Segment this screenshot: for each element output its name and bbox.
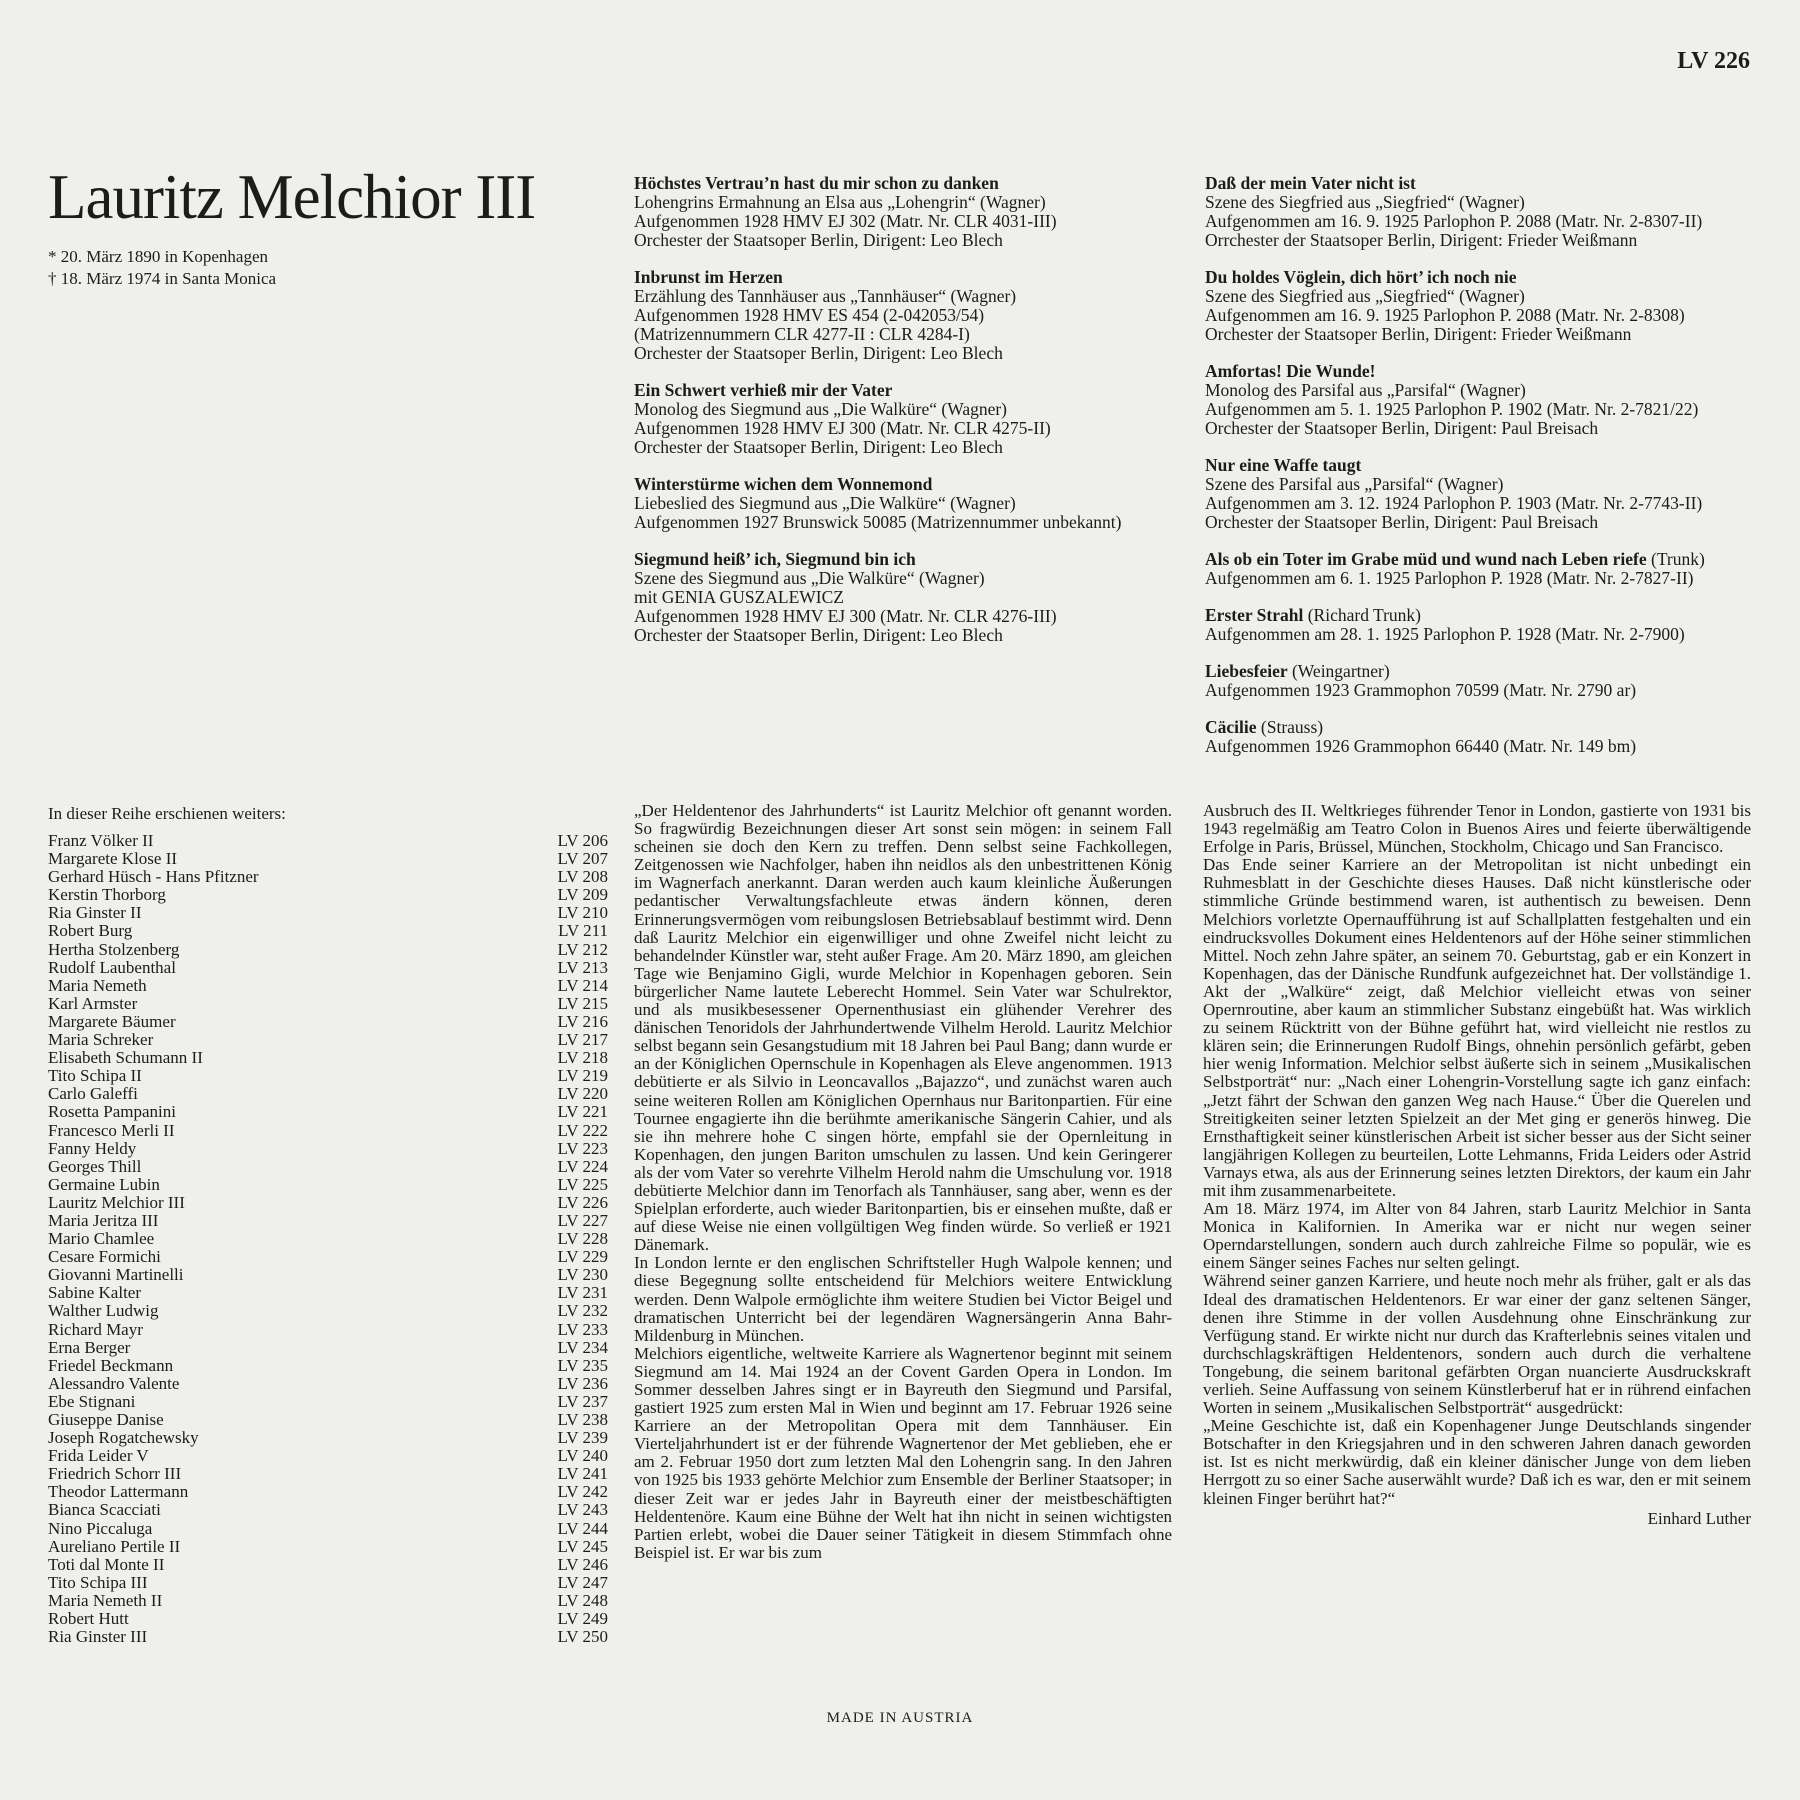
track-detail-line: Monolog des Parsifal aus „Parsifal“ (Wagner) bbox=[1205, 380, 1526, 400]
series-item bbox=[48, 1302, 608, 1320]
series-artist: Richard Mayr bbox=[48, 1319, 143, 1339]
series-artist: Erna Berger bbox=[48, 1337, 131, 1357]
track-entry bbox=[634, 381, 1164, 457]
track-heading bbox=[634, 268, 1164, 287]
series-catalog-number: LV 228 bbox=[557, 1229, 608, 1249]
series-item bbox=[48, 1465, 608, 1483]
track-entry bbox=[634, 550, 1164, 645]
track-detail-line: Orchester der Staatsoper Berlin, Dirigent: Leo Blech bbox=[634, 230, 1003, 250]
series-item bbox=[48, 1393, 608, 1411]
track-composer: (Strauss) bbox=[1256, 717, 1324, 737]
series-catalog-number: LV 242 bbox=[557, 1482, 608, 1502]
series-catalog-number: LV 223 bbox=[557, 1138, 608, 1158]
track-entry bbox=[1205, 550, 1765, 588]
track-title: Nur eine Waffe taugt bbox=[1205, 455, 1362, 475]
track-entry bbox=[634, 268, 1164, 363]
series-item bbox=[48, 1447, 608, 1465]
series-artist: Ria Ginster II bbox=[48, 903, 142, 923]
track-entry bbox=[1205, 606, 1765, 644]
series-artist: Maria Schreker bbox=[48, 1030, 154, 1050]
track-entry bbox=[1205, 174, 1765, 250]
series-catalog-number: LV 249 bbox=[557, 1609, 608, 1629]
track-title: Ein Schwert verhieß mir der Vater bbox=[634, 380, 893, 400]
series-item bbox=[48, 977, 608, 995]
track-composer: (Weingartner) bbox=[1287, 661, 1390, 681]
track-detail-line: Orchester der Staatsoper Berlin, Dirigent: Leo Blech bbox=[634, 625, 1003, 645]
track-title: Als ob ein Toter im Grabe müd und wund nach Leben riefe bbox=[1205, 549, 1647, 569]
track-detail-line: Szene des Siegfried aus „Siegfried“ (Wagner) bbox=[1205, 192, 1525, 212]
series-item bbox=[48, 1321, 608, 1339]
series-artist: Mario Chamlee bbox=[48, 1229, 155, 1249]
series-artist: Karl Armster bbox=[48, 993, 138, 1013]
track-detail-line: Aufgenommen am 28. 1. 1925 Parlophon P. 1928 (Matr. Nr. 2-7900) bbox=[1205, 624, 1685, 644]
series-artist: Maria Nemeth II bbox=[48, 1590, 163, 1610]
series-catalog-number: LV 234 bbox=[557, 1337, 608, 1357]
series-catalog-number: LV 224 bbox=[557, 1156, 608, 1176]
track-detail-line: mit GENIA GUSZALEWICZ bbox=[634, 587, 844, 607]
series-item bbox=[48, 1031, 608, 1049]
track-detail-line: Orchester der Staatsoper Berlin, Dirigent: Leo Blech bbox=[634, 437, 1003, 457]
track-detail-line: Szene des Parsifal aus „Parsifal“ (Wagner) bbox=[1205, 474, 1504, 494]
track-title: Höchstes Vertrau’n hast du mir schon zu danken bbox=[634, 173, 999, 193]
track-detail-line: Szene des Siegmund aus „Die Walküre“ (Wagner) bbox=[634, 568, 985, 588]
series-list bbox=[48, 832, 608, 1646]
series-artist: Germaine Lubin bbox=[48, 1174, 160, 1194]
series-catalog-number: LV 218 bbox=[557, 1048, 608, 1068]
series-item bbox=[48, 1628, 608, 1646]
track-detail-line: Aufgenommen 1928 HMV EJ 300 (Matr. Nr. CLR 4275-II) bbox=[634, 418, 1051, 438]
series-item bbox=[48, 1592, 608, 1610]
track-entry bbox=[1205, 662, 1765, 700]
series-item bbox=[48, 1429, 608, 1447]
series-catalog-number: LV 238 bbox=[557, 1410, 608, 1429]
track-heading bbox=[1205, 718, 1765, 737]
series-artist: Franz Völker II bbox=[48, 831, 154, 850]
series-item bbox=[48, 1085, 608, 1103]
series-artist: Francesco Merli II bbox=[48, 1120, 175, 1140]
title-block bbox=[48, 160, 608, 290]
track-composer: (Richard Trunk) bbox=[1303, 605, 1421, 625]
series-artist: Elisabeth Schumann II bbox=[48, 1048, 203, 1068]
series-artist: Friedrich Schorr III bbox=[48, 1464, 182, 1484]
series-artist: Ria Ginster III bbox=[48, 1627, 148, 1647]
track-list-left bbox=[634, 174, 1164, 663]
series-artist: Robert Burg bbox=[48, 921, 133, 941]
series-item bbox=[48, 1375, 608, 1393]
series-catalog-number: LV 219 bbox=[557, 1066, 608, 1086]
essay-paragraph: Das Ende seiner Karriere an der Metropolitan ist nicht unbedingt ein Ruhmesblatt in der Geschichte dieses Hauses. Daß nicht künstlerische oder stimmliche Gründe bestimmend waren, ist authentisch zu beweisen. Denn Melchiors vorletzte Opernaufführung ist auf Schallplatten festgehalten und ein eindrucksvolles Dokument eines Heldentenors auf der Höhe seiner stimmlichen Mittel. Noch zehn Jahre später, an seinem 70. Geburtstag, gab er ein Konzert in Kopenhagen, das der Dänische Rundfunk aufgezeichnet hat. Der vollständige 1. Akt der „Walküre“ zeigt, daß Melchior vielleicht etwas von seiner Opernroutine, aber kaum an stimmlicher Substanz eingebüßt hat. Was wirklich zu seinem Rücktritt von der Bühne geführt hat, wird vielleicht nie restlos zu klären sein; die Erinnerungen Rudolf Bings, ohnehin persönlich gefärbt, geben hier wenig Information. Melchior selbst äußerte sich in seinem „Musikalischen Selbstporträt“ nur: „Nach einer Lohengrin-Vorstellung sagte ich ganz einfach: „Jetzt fährt der Schwan den ganzen Weg nach Hause.“ Über die Querelen und Streitigkeiten seiner letzten Spielzeit an der Met ging er generös hinweg. Die Ernsthaftigkeit seiner künstlerischen Arbeit ist sicher besser aus der Sicht seiner langjährigen Kollegen zu beurteilen, Lotte Lehmanns, Frida Leiders oder Astrid Varnays etwa, als aus der Erinnerung seines letzten Direktors, der kaum ein Jahr mit ihm zusammenarbeitete. bbox=[1203, 855, 1751, 1200]
track-entry bbox=[1205, 456, 1765, 532]
series-catalog-number: LV 226 bbox=[557, 1192, 608, 1212]
series-catalog-number: LV 230 bbox=[557, 1265, 608, 1285]
series-item bbox=[48, 959, 608, 977]
series-catalog-number: LV 217 bbox=[557, 1030, 608, 1050]
series-catalog-number: LV 240 bbox=[557, 1446, 608, 1466]
series-artist: Friedel Beckmann bbox=[48, 1355, 174, 1375]
track-entry bbox=[634, 475, 1164, 532]
series-item bbox=[48, 1284, 608, 1302]
series-item bbox=[48, 886, 608, 904]
track-title: Erster Strahl bbox=[1205, 605, 1304, 625]
track-detail-line: Aufgenommen 1927 Brunswick 50085 (Matrizennummer unbekannt) bbox=[634, 512, 1122, 532]
series-artist: Ebe Stignani bbox=[48, 1391, 136, 1411]
series-artist: Frida Leider V bbox=[48, 1446, 149, 1466]
track-entry bbox=[634, 174, 1164, 250]
series-artist: Margarete Bäumer bbox=[48, 1011, 176, 1031]
series-catalog-number: LV 221 bbox=[557, 1102, 608, 1122]
track-heading bbox=[1205, 456, 1765, 475]
track-detail-line: Liebeslied des Siegmund aus „Die Walküre“ (Wagner) bbox=[634, 493, 1016, 513]
series-catalog-number: LV 247 bbox=[557, 1572, 608, 1592]
series-catalog-number: LV 241 bbox=[557, 1464, 608, 1484]
essay-paragraph: Während seiner ganzen Karriere, und heute noch mehr als früher, galt er als das Ideal des dramatischen Heldentenors. Er war einer der ganz seltenen Sänger, denen ihre Stimme in der vollen Ausdehnung ohne Einschränkung zur Verfügung stand. Er wirkte nicht nur durch das Krafterlebnis seines vitalen und durchschlagskräftigen Heldentenors, sondern auch durch die verhaltene Tongebung, die seinem baritonal gefärbten Organ nuancierte Ausdruckskraft verlieh. Seine Auffassung von seinem Künstlerberuf hat er in rührend einfachen Worten in seinem „Musikalischen Selbstporträt“ ausgedrückt: bbox=[1203, 1271, 1751, 1418]
series-catalog-number: LV 248 bbox=[557, 1590, 608, 1610]
essay-paragraph: „Meine Geschichte ist, daß ein Kopenhagener Junge Deutschlands singender Botschafter in den Kriegsjahren und in den schweren Jahren danach geworden ist. Ist es nicht merkwürdig, daß ein kleiner dänischer Junge von dem lieben Herrgott zu so einer Sache auserwählt wurde? Daß ich es war, den er mit seinem kleinen Finger berührt hat?“ bbox=[1203, 1416, 1751, 1508]
series-catalog-number: LV 207 bbox=[557, 849, 608, 869]
track-detail-line: Monolog des Siegmund aus „Die Walküre“ (Wagner) bbox=[634, 399, 1008, 419]
track-heading bbox=[634, 174, 1164, 193]
series-catalog-number: LV 213 bbox=[557, 957, 608, 977]
series-artist: Giuseppe Danise bbox=[48, 1410, 164, 1429]
series-catalog-number: LV 214 bbox=[557, 975, 608, 995]
series-artist: Gerhard Hüsch - Hans Pfitzner bbox=[48, 867, 259, 887]
series-item bbox=[48, 1067, 608, 1085]
series-item bbox=[48, 1158, 608, 1176]
track-detail-line: Aufgenommen am 6. 1. 1925 Parlophon P. 1928 (Matr. Nr. 2-7827-II) bbox=[1205, 568, 1694, 588]
series-item bbox=[48, 1538, 608, 1556]
track-title: Daß der mein Vater nicht ist bbox=[1205, 173, 1416, 193]
series-catalog-number: LV 231 bbox=[557, 1283, 608, 1303]
track-title: Winterstürme wichen dem Wonnemond bbox=[634, 474, 933, 494]
track-detail-line: Aufgenommen am 16. 9. 1925 Parlophon P. 2088 (Matr. Nr. 2-8307-II) bbox=[1205, 211, 1703, 231]
series-catalog-number: LV 236 bbox=[557, 1373, 608, 1393]
essay-author: Einhard Luther bbox=[1647, 1508, 1751, 1528]
series-item bbox=[48, 1248, 608, 1266]
essay-column-2 bbox=[1203, 802, 1751, 1528]
series-artist: Kerstin Thorborg bbox=[48, 885, 166, 905]
series-artist: Margarete Klose II bbox=[48, 849, 178, 869]
series-artist: Georges Thill bbox=[48, 1156, 142, 1176]
series-catalog-number: LV 246 bbox=[557, 1554, 608, 1574]
series-catalog-number: LV 233 bbox=[557, 1319, 608, 1339]
series-item bbox=[48, 1103, 608, 1121]
series-artist: Bianca Scacciati bbox=[48, 1500, 161, 1520]
track-heading bbox=[1205, 662, 1765, 681]
track-detail-line: Aufgenommen am 3. 12. 1924 Parlophon P. 1903 (Matr. Nr. 2-7743-II) bbox=[1205, 493, 1703, 513]
track-entry bbox=[1205, 362, 1765, 438]
series-artist: Robert Hutt bbox=[48, 1609, 129, 1629]
essay-paragraph: Melchiors eigentliche, weltweite Karriere als Wagnertenor beginnt mit seinem Siegmund am 14. Mai 1924 an der Covent Garden Opera in London. Im Sommer desselben Jahres singt er in Bayreuth den Siegmund und Parsifal, gastiert 1925 zum ersten Mal in Wien und beginnt am 17. Februar 1926 seine Karriere an der Metropolitan Opera mit dem Tannhäuser. Ein Vierteljahrhundert ist er der führende Wagnertenor der Met geblieben, ehe er am 2. Februar 1950 dort zum letzten Mal den Lohengrin sang. In den Jahren von 1925 bis 1933 gehörte Melchior zum Ensemble der Berliner Staatsoper; in dieser Zeit war er jedes Jahr in Bayreuth einer der meistbeschäftigten Heldentenöre. Kaum eine Bühne der Welt hat ihn nicht in seinen wichtigsten Partien erlebt, wobei die Dauer seiner Tätigkeit in diesem Stimmfach ohne Beispiel ist. Er war bis zum bbox=[634, 1343, 1172, 1562]
series-artist: Theodor Lattermann bbox=[48, 1482, 189, 1502]
track-entry bbox=[1205, 268, 1765, 344]
series-item bbox=[48, 868, 608, 886]
series-item bbox=[48, 1556, 608, 1574]
track-composer: (Trunk) bbox=[1646, 549, 1705, 569]
series-artist: Lauritz Melchior III bbox=[48, 1192, 185, 1212]
series-artist: Alessandro Valente bbox=[48, 1373, 180, 1393]
series-item bbox=[48, 1483, 608, 1501]
made-in-label: MADE IN AUSTRIA bbox=[826, 1710, 974, 1726]
series-item bbox=[48, 1212, 608, 1230]
track-detail-line: Orchester der Staatsoper Berlin, Dirigent: Frieder Weißmann bbox=[1205, 324, 1632, 344]
track-detail-line: Orchester der Staatsoper Berlin, Dirigent: Paul Breisach bbox=[1205, 512, 1599, 532]
series-artist: Joseph Rogatchewsky bbox=[48, 1428, 199, 1448]
series-item bbox=[48, 1140, 608, 1158]
birth-date: * 20. März 1890 in Kopenhagen bbox=[48, 247, 269, 266]
track-title: Siegmund heiß’ ich, Siegmund bin ich bbox=[634, 549, 916, 569]
series-item bbox=[48, 1194, 608, 1212]
series-catalog-number: LV 225 bbox=[557, 1174, 608, 1194]
series-item bbox=[48, 941, 608, 959]
track-title: Du holdes Vöglein, dich hört’ ich noch nie bbox=[1205, 267, 1517, 287]
series-item bbox=[48, 1013, 608, 1031]
essay-paragraph: „Der Heldentenor des Jahrhunderts“ ist Lauritz Melchior oft genannt worden. So fragwürdig Bezeichnungen dieser Art sonst sein mögen: in seinem Fall scheinen sie doch den Kern zu treffen. Denn selbst seine Fachkollegen, Zeitgenossen wie Nachfolger, haben ihn neidlos als den unbestrittenen König im Wagnerfach anerkannt. Daran werden auch kaum kleinliche Äußerungen pedantischer Verwaltungsfachleute etwas ändern können, deren Erinnerungsvermögen vom reibungslosen Betriebsablauf bestimmt wird. Denn daß Lauritz Melchior ein eigenwilliger und ohne Zweifel nicht leicht zu behandelnder Künstler war, steht außer Frage. Am 20. März 1890, am gleichen Tage wie Benjamino Gigli, wurde Melchior in Kopenhagen geboren. Sein bürgerlicher Name lautete Leberecht Hommel. Sein Vater war Schulrektor, und als musikbesessener Opernenthusiast ein glühender Verehrer des dänischen Tenoridols der Jahrhundertwende Vilhelm Herold. Lauritz Melchior selbst begann sein Gesangstudium mit 18 Jahren bei Paul Bang; dann wurde er an der Königlichen Opernschule in Kopenhagen als Eleve angenommen. 1913 debütierte er als Silvio in Leoncavallos „Bajazzo“, und zunächst waren auch seine weiteren Rollen am Königlichen Opernhaus nur Baritonpartien. Für eine Tournee engagierte ihn die berühmte amerikanische Sängerin Cahier, und als sie ihn mehrere hohe C singen hörte, empfahl sie der Opernleitung in Kopenhagen, den jungen Bariton umschulen zu lassen. Und kein Geringerer als der vom Vater so verehrte Vilhelm Herold nahm die Umschulung vor. 1918 debütierte Melchior dann im Tenorfach als Tannhäuser, sang aber, wenn es der Spielplan erforderte, auch wieder Baritonpartien, bis er einsehen mußte, daß er auf diese Weise nie einen vollgültigen Weg finden würde. So verließ er 1921 Dänemark. bbox=[634, 801, 1172, 1255]
series-item bbox=[48, 922, 608, 940]
track-detail-line: Aufgenommen am 5. 1. 1925 Parlophon P. 1902 (Matr. Nr. 2-7821/22) bbox=[1205, 399, 1699, 419]
series-item bbox=[48, 904, 608, 922]
catalog-number: LV 226 bbox=[1677, 48, 1750, 74]
series-artist: Walther Ludwig bbox=[48, 1301, 159, 1321]
series-item bbox=[48, 995, 608, 1013]
series-artist: Maria Jeritza III bbox=[48, 1210, 159, 1230]
track-heading bbox=[634, 475, 1164, 494]
essay-paragraph: Ausbruch des II. Weltkrieges führender Tenor in London, gastierte von 1931 bis 1943 regelmäßig am Teatro Colon in Buenos Aires und feierte überwältigende Erfolge in Paris, Brüssel, München, Stockholm, Chicago und San Francisco. bbox=[1203, 801, 1751, 857]
series-heading: In dieser Reihe erschienen weiters: bbox=[48, 804, 286, 823]
series-catalog-number: LV 235 bbox=[557, 1355, 608, 1375]
series-catalog-number: LV 215 bbox=[557, 993, 608, 1013]
series-item bbox=[48, 1520, 608, 1538]
series-artist: Nino Piccaluga bbox=[48, 1518, 153, 1538]
track-heading bbox=[634, 550, 1164, 569]
track-detail-line: Orrchester der Staatsoper Berlin, Dirigent: Frieder Weißmann bbox=[1205, 230, 1638, 250]
series-item bbox=[48, 1230, 608, 1248]
series-catalog-number: LV 229 bbox=[557, 1247, 608, 1267]
series-catalog-number: LV 210 bbox=[557, 903, 608, 923]
essay-column-1 bbox=[634, 802, 1172, 1562]
series-artist: Fanny Heldy bbox=[48, 1138, 137, 1158]
series-item bbox=[48, 1411, 608, 1429]
track-title: Liebesfeier bbox=[1205, 661, 1288, 681]
series-item bbox=[48, 1049, 608, 1067]
track-heading bbox=[1205, 362, 1765, 381]
series-catalog-number: LV 244 bbox=[557, 1518, 608, 1538]
series-item bbox=[48, 1610, 608, 1628]
series-item bbox=[48, 1574, 608, 1592]
series-catalog-number: LV 232 bbox=[557, 1301, 608, 1321]
series-catalog-number: LV 245 bbox=[557, 1536, 608, 1556]
series-catalog-number: LV 227 bbox=[557, 1210, 608, 1230]
series-catalog-number: LV 220 bbox=[557, 1084, 608, 1104]
track-list-right bbox=[1205, 174, 1765, 774]
track-detail-line: Erzählung des Tannhäuser aus „Tannhäuser“ (Wagner) bbox=[634, 286, 1017, 306]
track-detail-line: Orchester der Staatsoper Berlin, Dirigent: Paul Breisach bbox=[1205, 418, 1599, 438]
track-detail-line: Aufgenommen 1928 HMV EJ 302 (Matr. Nr. CLR 4031-III) bbox=[634, 211, 1057, 231]
series-item bbox=[48, 1266, 608, 1284]
series-catalog-number: LV 222 bbox=[557, 1120, 608, 1140]
series-item bbox=[48, 1339, 608, 1357]
series-artist: Rudolf Laubenthal bbox=[48, 957, 176, 977]
series-artist: Tito Schipa III bbox=[48, 1572, 148, 1592]
series-artist: Cesare Formichi bbox=[48, 1247, 161, 1267]
series-item bbox=[48, 832, 608, 850]
series-artist: Toti dal Monte II bbox=[48, 1554, 165, 1574]
series-item bbox=[48, 1501, 608, 1519]
series-catalog-number: LV 237 bbox=[557, 1391, 608, 1411]
track-title: Inbrunst im Herzen bbox=[634, 267, 783, 287]
series-item bbox=[48, 1176, 608, 1194]
artist-title: Lauritz Melchior III bbox=[48, 162, 536, 232]
series-list-block bbox=[48, 804, 608, 1646]
series-catalog-number: LV 211 bbox=[558, 921, 608, 941]
series-artist: Giovanni Martinelli bbox=[48, 1265, 184, 1285]
track-title: Amfortas! Die Wunde! bbox=[1205, 361, 1376, 381]
track-heading bbox=[1205, 174, 1765, 193]
series-catalog-number: LV 250 bbox=[557, 1627, 608, 1647]
series-catalog-number: LV 209 bbox=[557, 885, 608, 905]
track-entry bbox=[1205, 718, 1765, 756]
track-detail-line: Aufgenommen 1928 HMV ES 454 (2-042053/54) bbox=[634, 305, 985, 325]
series-catalog-number: LV 212 bbox=[557, 939, 608, 959]
track-heading bbox=[634, 381, 1164, 400]
series-artist: Tito Schipa II bbox=[48, 1066, 142, 1086]
series-artist: Rosetta Pampanini bbox=[48, 1102, 176, 1122]
series-item bbox=[48, 850, 608, 868]
essay-paragraph: Am 18. März 1974, im Alter von 84 Jahren, starb Lauritz Melchior in Santa Monica in Kalifornien. In Amerika war er nicht nur wegen seiner Operndarstellungen, sondern auch durch zahlreiche Filme so populär, wie es einem Sänger seines Faches nur selten gelingt. bbox=[1203, 1199, 1751, 1273]
series-catalog-number: LV 243 bbox=[557, 1500, 608, 1520]
series-item bbox=[48, 1122, 608, 1140]
series-catalog-number: LV 239 bbox=[557, 1428, 608, 1448]
series-artist: Carlo Galeffi bbox=[48, 1084, 138, 1104]
series-catalog-number: LV 216 bbox=[557, 1011, 608, 1031]
track-detail-line: Szene des Siegfried aus „Siegfried“ (Wagner) bbox=[1205, 286, 1525, 306]
track-title: Cäcilie bbox=[1205, 717, 1257, 737]
series-artist: Hertha Stolzenberg bbox=[48, 939, 180, 959]
essay-paragraph: In London lernte er den englischen Schriftsteller Hugh Walpole kennen; und diese Begegnung sollte entscheidend für Melchiors weitere Entwicklung werden. Denn Walpole ermöglichte ihm weitere Studien bei Victor Beigel und dramatischen Unterricht bei der legendären Wagnersängerin Anna Bahr-Mildenburg in München. bbox=[634, 1253, 1172, 1345]
series-artist: Sabine Kalter bbox=[48, 1283, 141, 1303]
track-detail-line: Aufgenommen 1923 Grammophon 70599 (Matr. Nr. 2790 ar) bbox=[1205, 680, 1637, 700]
series-catalog-number: LV 206 bbox=[557, 831, 608, 850]
series-item bbox=[48, 1357, 608, 1375]
series-artist: Maria Nemeth bbox=[48, 975, 147, 995]
track-detail-line: Orchester der Staatsoper Berlin, Dirigent: Leo Blech bbox=[634, 343, 1003, 363]
track-heading bbox=[1205, 606, 1765, 625]
series-artist: Aureliano Pertile II bbox=[48, 1536, 181, 1556]
track-detail-line: (Matrizennummern CLR 4277-II : CLR 4284-I) bbox=[634, 324, 970, 344]
track-detail-line: Aufgenommen 1928 HMV EJ 300 (Matr. Nr. CLR 4276-III) bbox=[634, 606, 1057, 626]
track-detail-line: Aufgenommen 1926 Grammophon 66440 (Matr. Nr. 149 bm) bbox=[1205, 736, 1637, 756]
track-detail-line: Lohengrins Ermahnung an Elsa aus „Lohengrin“ (Wagner) bbox=[634, 192, 1046, 212]
track-heading bbox=[1205, 550, 1765, 569]
death-date: † 18. März 1974 in Santa Monica bbox=[48, 269, 277, 288]
track-heading bbox=[1205, 268, 1765, 287]
track-detail-line: Aufgenommen am 16. 9. 1925 Parlophon P. 2088 (Matr. Nr. 2-8308) bbox=[1205, 305, 1685, 325]
series-catalog-number: LV 208 bbox=[557, 867, 608, 887]
